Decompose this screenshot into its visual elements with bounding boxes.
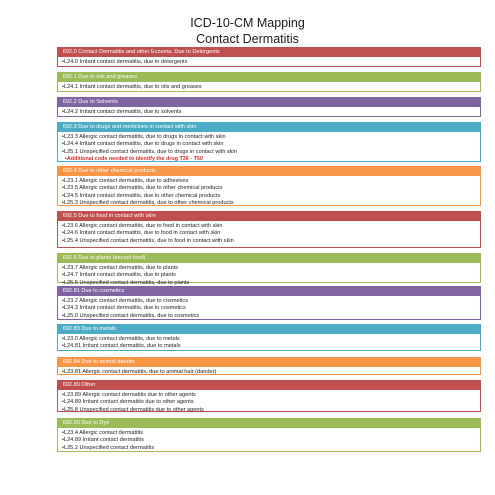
code-item: •L25.1 Unspecified contact dermatitis, due to drugs in contact with skin [62,148,237,155]
code-item: •L24.1 Irritant contact dermatitis, due to oils and greases [62,84,202,90]
code-item: •L24.6 Irritant contact dermatitis, due to food in contact with skin [62,230,221,237]
code-item: •L24.81 Irritant contact dermatitis, due to metals [62,343,181,350]
mapping-section [57,380,481,412]
section-header: 692.2 Due to Solvents [57,97,482,107]
mapping-section [57,211,481,248]
section-header: 692.5 Due to food in contact with skin [57,211,482,221]
code-item: •L23.6 Allergic contact dermatitis, due to food in contact with skin [62,223,223,229]
code-item: •L24.89 Irritant contact dermatitis [62,437,144,444]
section-body [58,57,480,66]
section-body [58,334,480,351]
code-item: •L24.7 Irritant contact dermatitis, due to plants [62,272,176,279]
code-item: •L24.3 Irritant contact dermatitis, due to cosmetics [62,305,186,312]
code-item: •L25.3 Unspecified contact dermatitis, due to other chemical products [62,200,234,207]
code-item: •L24.2 Irritant contact dermatitis, due to solvents [62,109,182,115]
section-body [58,82,480,91]
code-item: •L23.5 Allergic contact dermatitis, due to other chemical products [62,185,223,192]
mapping-section [57,122,481,162]
code-item: •L23.0 Allergic contact dermatitis, due to metals [62,336,180,342]
code-item: •L25.0 Unspecified contact dermatitis, due to cosmetics [62,312,200,319]
mapping-section [57,324,481,351]
section-body [58,221,480,245]
page-title: ICD-10-CM Mapping [190,16,305,30]
section-header: 692.89 Other [57,380,482,390]
mapping-section [57,418,481,452]
section-header: 692.83 Due to metals [57,324,482,334]
section-body [58,367,480,376]
page-subtitle: Contact Dermatitis [196,32,299,46]
code-item: •L24.4 Irritant contact dermatitis, due to drugs in contact with skin [62,141,224,148]
section-header: 692.84 Due to animal dander [57,357,482,367]
mapping-section [57,286,481,320]
section-header: 692.1 Due to oils and greases [57,72,482,82]
section-header: 692.0 Contact Dermatitis and other Eczema, Due to Detergents [57,47,482,57]
code-item: •L24.5 Irritant contact dermatitis, due to other chemical products [62,192,221,199]
code-item: •L23.81 Allergic contact dermatitis, due to animal hair (dander) [62,369,217,375]
mapping-section [57,253,481,286]
section-body [58,296,480,320]
section-body [58,428,480,452]
mapping-section [57,47,481,67]
code-item: •L25.2 Unspecified contact dermatitis [62,444,155,451]
code-item: •L24.0 Irritant contact dermatitis, due to detergents [62,59,188,65]
mapping-section [57,72,481,92]
section-header: 692.6 Due to plants (except food) [57,253,482,263]
code-item: •L24.89 Irritant contact dermatitis due to other agents [62,399,194,406]
additional-code-note: •Additional code needed to identify the drug T36 - T50 [65,156,203,163]
section-header: 692.3 Due to drugs and medicines in contact with skin [57,122,482,132]
mapping-section [57,97,481,117]
code-item: •L25.4 Unspecified contact dermatitis, due to food in contact with skin [62,237,234,244]
code-item: •L23.7 Allergic contact dermatitis, due to plants [62,265,179,271]
section-body [58,176,480,208]
code-item: •L25.5 Unspecified contact dermatitis, due to plants [62,279,190,286]
section-header: 692.4 Due to other chemical products [57,166,482,176]
section-body [58,107,480,116]
section-body [58,390,480,414]
mapping-section [57,357,481,375]
code-item: •L25.8 Unspecified contact dermatitis due to other agents [62,406,204,413]
section-header: 692.90 Due to Dye [57,418,482,428]
section-body [58,263,480,287]
code-item: •L23.3 Allergic contact dermatitis, due to drugs in contact with skin [62,134,226,140]
code-item: •L23.2 Allergic contact dermatitis, due to cosmetics [62,298,189,304]
code-item: •L23.4 Allergic contact dermatitis [62,430,143,436]
code-item: •L23.89 Allergic contact dermatitis due to other agents [62,392,196,398]
section-body [58,132,480,163]
mapping-section [57,166,481,206]
section-header: 692.81 Due to cosmetics [57,286,482,296]
code-item: •L23.1 Allergic contact dermatitis, due to adhesives [62,178,189,184]
